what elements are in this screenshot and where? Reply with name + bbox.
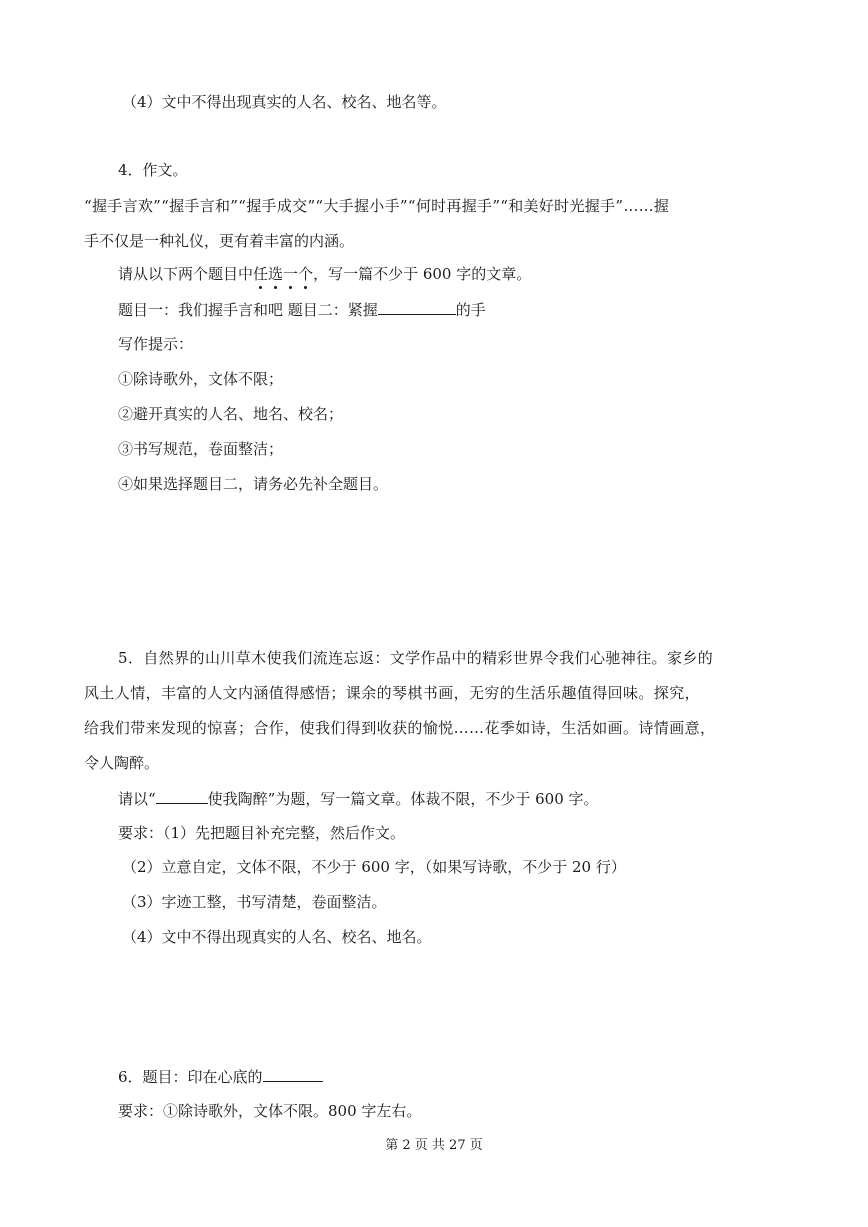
q5-line-3: 给我们带来发现的惊喜；合作，使我们得到收获的愉悦……花季如诗，生活如画。诗情画意， xyxy=(84,719,716,737)
q5-prompt-before: 请以“ xyxy=(118,790,156,808)
q5-prompt-after: 使我陶醉”为题，写一篇文章。体裁不限，不少于 600 字。 xyxy=(207,790,599,808)
q5-line-1: 5．自然界的山川草木使我们流连忘返：文学作品中的精彩世界令我们心驰神往。家乡的 xyxy=(118,649,714,667)
q4-tip-2: ②避开真实的人名、地名、校名； xyxy=(118,405,344,423)
q4-tip-4: ④如果选择题目二，请务必先补全题目。 xyxy=(118,475,389,493)
emphasis-char-4: 个 xyxy=(298,265,314,283)
q4-instruction xyxy=(118,264,531,284)
q4-intro-line-1: “握手言欢”“握手言和”“握手成交”“大手握小手”“何时再握手”“和美好时光握手”……握 xyxy=(84,197,670,215)
q4-tip-3: ③书写规范，卷面整洁； xyxy=(118,440,284,458)
q5-requirement-3: （3）字迹工整，书写清楚，卷面整洁。 xyxy=(122,893,387,911)
q4-topics-after: 的手 xyxy=(455,301,486,319)
q4-tips-label: 写作提示： xyxy=(118,335,194,353)
q4-instruction-before: 请从以下两个题目中 xyxy=(118,265,254,283)
q4-topics-before: 题目一：我们握手言和吧 题目二：紧握 xyxy=(118,301,378,319)
q5-line-4: 令人陶醉。 xyxy=(84,754,160,772)
q4-tip-1: ①除诗歌外，文体不限； xyxy=(118,370,284,388)
q6-title-text: 6．题目：印在心底的 xyxy=(118,1068,263,1086)
q4-topics xyxy=(118,299,486,320)
emphasis-char-1: 任 xyxy=(253,265,269,283)
q5-prompt xyxy=(118,788,599,809)
emphasis-char-2: 选 xyxy=(268,265,284,283)
q5-requirement-4: （4）文中不得出现真实的人名、校名、地名。 xyxy=(122,928,432,946)
q4-instruction-after: ，写一篇不少于 600 字的文章。 xyxy=(313,265,532,283)
q3-requirement-4: （4）文中不得出现真实的人名、校名、地名等。 xyxy=(122,93,447,111)
q5-requirement-2: （2）立意自定，文体不限，不少于 600 字，（如果写诗歌，不少于 20 行） xyxy=(122,858,626,876)
topic-blank xyxy=(378,299,456,315)
page-footer: 第 2 页 共 27 页 xyxy=(385,1138,483,1153)
q5-requirement-1: 要求：（1）先把题目补充完整，然后作文。 xyxy=(118,824,406,842)
title-blank xyxy=(156,788,208,804)
q6-title xyxy=(118,1066,323,1087)
q6-requirement: 要求：①除诗歌外，文体不限。800 字左右。 xyxy=(118,1102,422,1120)
q4-title: 4．作文。 xyxy=(118,161,188,179)
q6-title-blank xyxy=(263,1066,323,1082)
q5-line-2: 风土人情，丰富的人文内涵值得感悟；课余的琴棋书画，无穷的生活乐趣值得回味。探究， xyxy=(84,684,701,702)
q4-intro-line-2: 手不仅是一种礼仪，更有着丰富的内涵。 xyxy=(84,232,355,250)
emphasis-char-3: 一 xyxy=(283,265,299,283)
